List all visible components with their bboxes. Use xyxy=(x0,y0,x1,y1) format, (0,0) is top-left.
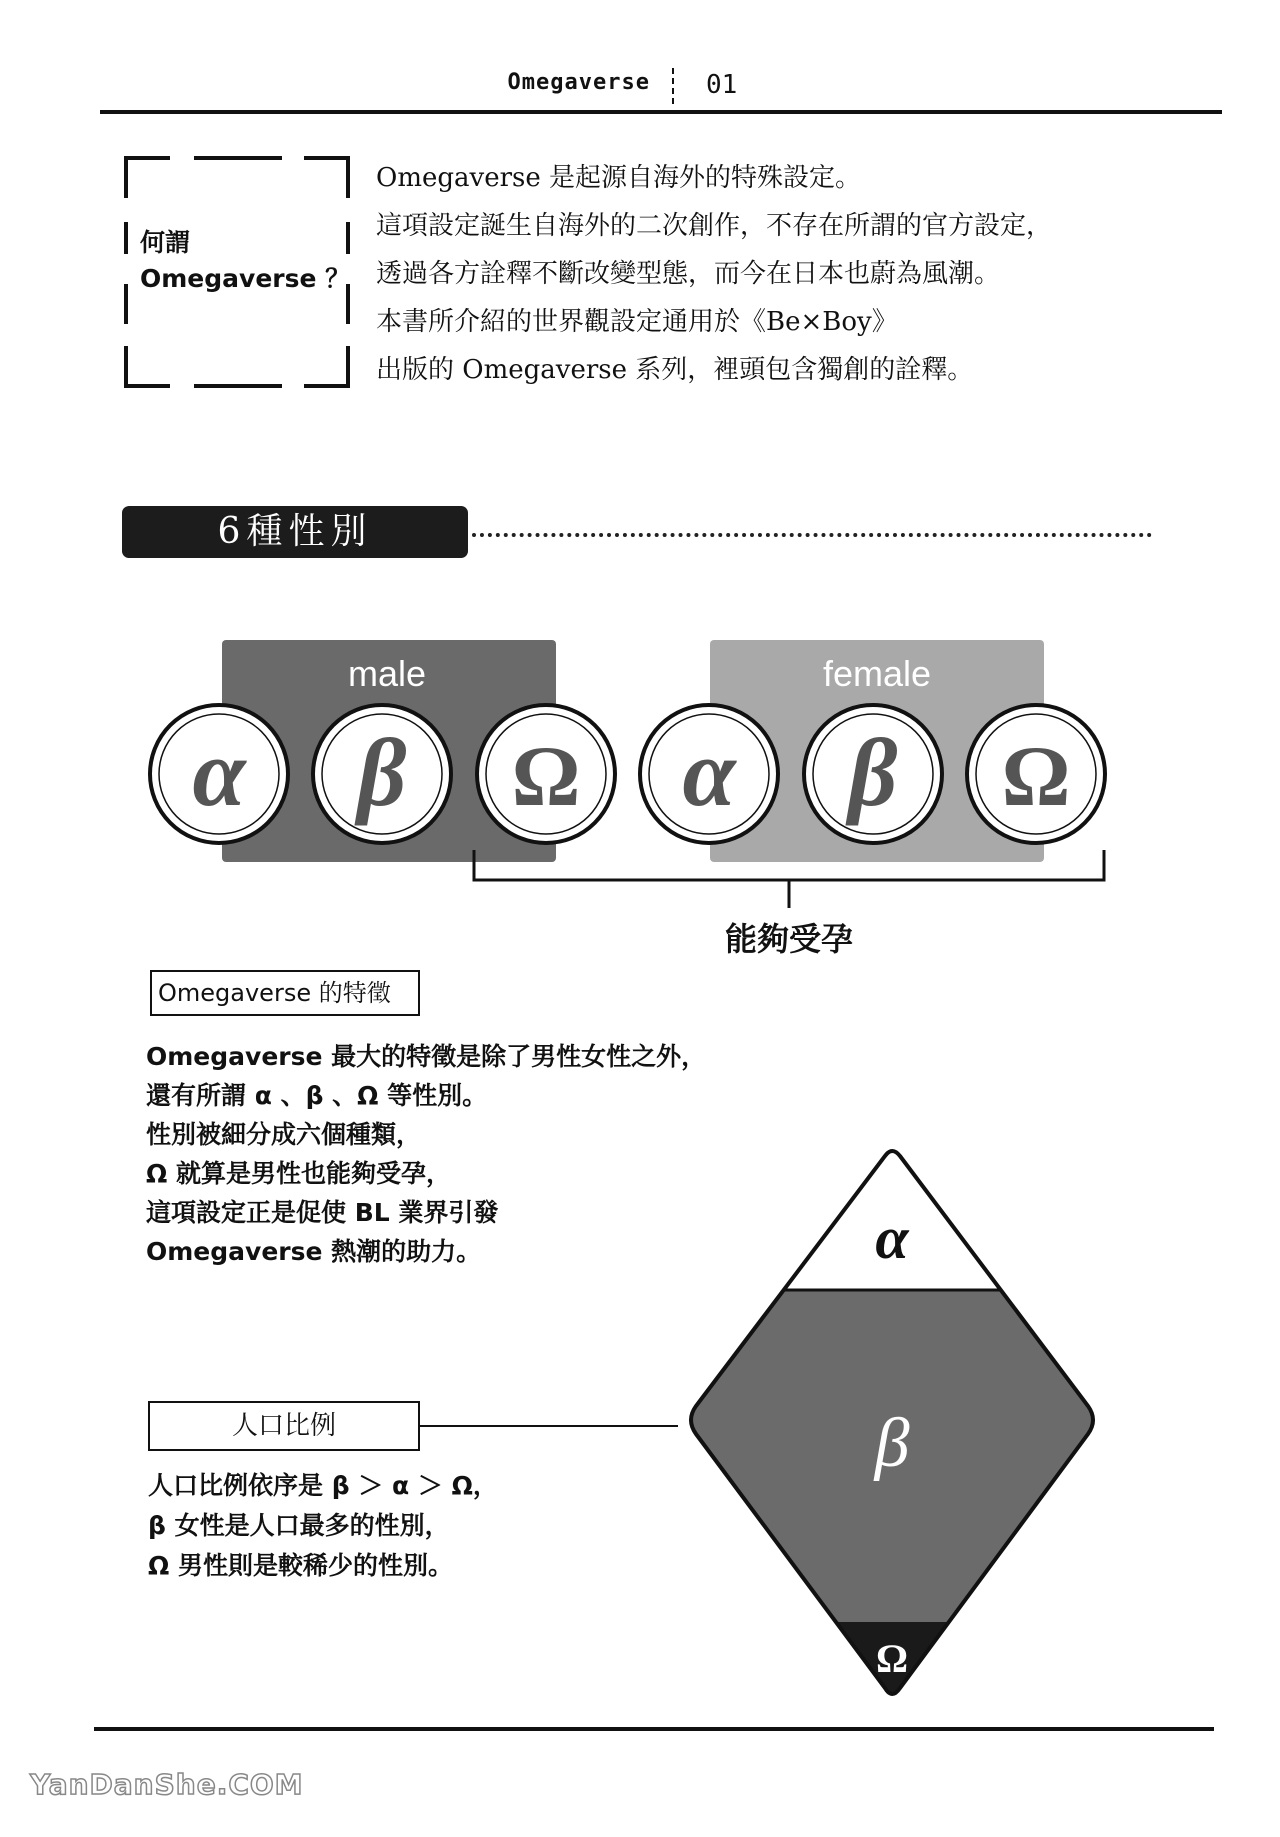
footer-rule xyxy=(94,1727,1214,1731)
alpha-symbol: α xyxy=(682,719,736,826)
beta-symbol: β xyxy=(848,719,898,826)
population-connector-line xyxy=(420,1425,678,1427)
omega-symbol: Ω xyxy=(511,728,581,824)
features-line: 還有所謂 α 、β 、Ω 等性別。 xyxy=(146,1081,488,1110)
page-number: 01 xyxy=(706,70,738,100)
section-heading: 6種性別 xyxy=(122,506,468,558)
beta-symbol: β xyxy=(357,719,407,826)
pregnancy-label: 能夠受孕 xyxy=(724,920,854,958)
intro-line: 這項設定誕生自海外的二次創作，不存在所謂的官方設定， xyxy=(376,211,1053,241)
alpha-symbol: α xyxy=(192,719,246,826)
population-line: Ω 男性則是較稀少的性別。 xyxy=(148,1551,453,1580)
watermark: YanDanShe.COM xyxy=(30,1768,304,1801)
population-label: 人口比例 xyxy=(148,1401,420,1451)
diamond-omega-symbol: Ω xyxy=(875,1636,909,1681)
intro-line: 透過各方詮釋不斷改變型態，而今在日本也蔚為風潮。 xyxy=(376,259,1001,289)
symbol-circle-male-alpha xyxy=(150,705,288,843)
running-header-title: Omegaverse xyxy=(507,70,650,95)
symbol-circle-male-omega xyxy=(477,705,615,843)
symbol-circle-male-beta xyxy=(313,705,451,843)
features-paragraph xyxy=(146,1037,706,1271)
diamond-beta-symbol: β xyxy=(874,1405,910,1482)
question-title-line: Omegaverse ？ xyxy=(140,264,351,293)
population-line: 人口比例依序是 β ＞ α ＞ Ω， xyxy=(148,1471,498,1500)
symbol-circle-female-beta xyxy=(804,705,942,843)
features-line: Ω 就算是男性也能夠受孕， xyxy=(146,1159,451,1188)
question-title-line: 何謂 xyxy=(140,228,191,257)
features-line: Omegaverse 最大的特徵是除了男性女性之外， xyxy=(146,1042,707,1071)
features-line: Omegaverse 熱潮的助力。 xyxy=(146,1237,482,1266)
population-paragraph xyxy=(148,1466,498,1586)
symbol-circle-female-omega xyxy=(967,705,1105,843)
features-label: Omegaverse 的特徵 xyxy=(150,970,420,1016)
features-line: 性別被細分成六個種類， xyxy=(146,1120,422,1149)
symbol-circle-female-alpha xyxy=(640,705,778,843)
male-label: male xyxy=(347,653,427,694)
omega-symbol: Ω xyxy=(1001,728,1071,824)
female-label: female xyxy=(822,653,932,694)
diamond-alpha-symbol: α xyxy=(875,1205,909,1271)
population-line: β 女性是人口最多的性別， xyxy=(148,1511,450,1540)
features-line: 這項設定正是促使 BL 業界引發 xyxy=(146,1198,499,1227)
population-diamond xyxy=(660,1140,1110,1710)
intro-line: 本書所介紹的世界觀設定通用於《Be×Boy》 xyxy=(376,307,898,337)
intro-line: 出版的 Omegaverse 系列，裡頭包含獨創的詮釋。 xyxy=(376,355,974,385)
intro-line: Omegaverse 是起源自海外的特殊設定。 xyxy=(376,163,861,193)
